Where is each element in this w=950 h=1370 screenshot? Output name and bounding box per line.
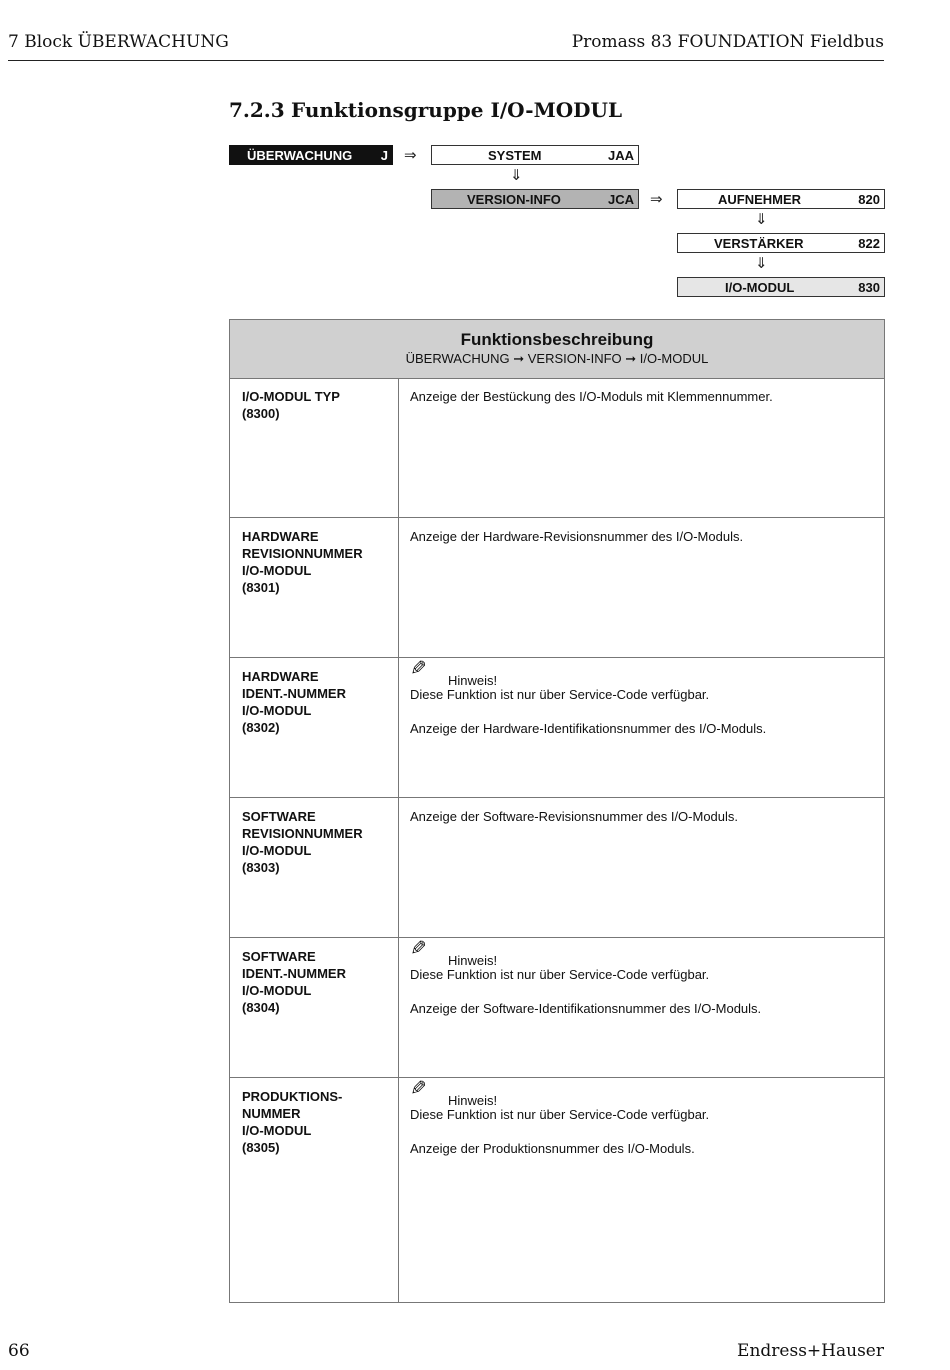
nav-box-aufnehmer xyxy=(677,189,885,209)
nav-box-version-info xyxy=(431,189,639,209)
table-row xyxy=(230,1078,884,1302)
arrow-right-icon: ⇒ xyxy=(650,190,663,208)
function-description xyxy=(410,388,870,405)
table-row xyxy=(230,658,884,798)
nav-label: AUFNEHMER xyxy=(718,192,802,207)
header-chapter: 7 Block ÜBERWACHUNG xyxy=(8,32,229,52)
function-table-title: Funktionsbeschreibung xyxy=(460,330,654,349)
note-line xyxy=(410,656,870,688)
function-name: PRODUKTIONS- NUMMER I/O-MODUL (8305) xyxy=(242,1089,343,1155)
function-table-path: ÜBERWACHUNG ➞ VERSION-INFO ➞ I/O-MODUL xyxy=(405,351,709,366)
pencil-icon: ✎ xyxy=(410,936,427,960)
function-description xyxy=(410,936,870,1017)
function-description xyxy=(410,656,870,737)
note-label: Hinweis! xyxy=(448,953,498,968)
description-text: Anzeige der Produktionsnummer des I/O-Moduls. xyxy=(410,1141,695,1156)
function-description xyxy=(410,808,870,825)
header-divider xyxy=(8,60,884,61)
nav-code: JCA xyxy=(607,192,634,207)
nav-label: ÜBERWACHUNG xyxy=(247,148,353,163)
function-table-header xyxy=(230,320,884,379)
description-text: Anzeige der Hardware-Identifikationsnummer des I/O-Moduls. xyxy=(410,721,767,736)
arrow-right-icon: ⇒ xyxy=(404,146,417,164)
note-line xyxy=(410,1076,870,1108)
pencil-icon: ✎ xyxy=(410,656,427,680)
nav-code: J xyxy=(380,148,388,163)
header-product: Promass 83 FOUNDATION Fieldbus xyxy=(571,32,884,52)
section-heading: Funktionsgruppe I/O-MODUL xyxy=(291,98,623,122)
section-title xyxy=(229,98,622,122)
table-row xyxy=(230,518,884,658)
nav-label: SYSTEM xyxy=(488,148,542,163)
description-text: Anzeige der Bestückung des I/O-Moduls mit Klemmennummer. xyxy=(410,389,773,404)
table-row xyxy=(230,938,884,1078)
nav-label: VERSTÄRKER xyxy=(714,236,804,251)
function-name: I/O-MODUL TYP (8300) xyxy=(242,389,340,421)
table-row xyxy=(230,378,884,518)
nav-code: 822 xyxy=(858,236,880,251)
nav-code: JAA xyxy=(607,148,634,163)
arrow-down-icon: ⇓ xyxy=(755,254,768,272)
brand-logo: Endress+Hauser xyxy=(737,1341,884,1361)
nav-label: VERSION-INFO xyxy=(467,192,561,207)
description-text: Anzeige der Hardware-Revisionsnummer des I/O-Moduls. xyxy=(410,529,744,544)
nav-code: 830 xyxy=(858,280,880,295)
function-name: HARDWARE IDENT.-NUMMER I/O-MODUL (8302) xyxy=(242,669,346,735)
section-number: 7.2.3 xyxy=(229,98,285,122)
nav-code: 820 xyxy=(858,192,880,207)
nav-box-system xyxy=(431,145,639,165)
nav-box-verstaerker xyxy=(677,233,885,253)
function-description xyxy=(410,1076,870,1157)
table-row xyxy=(230,798,884,938)
arrow-down-icon: ⇓ xyxy=(510,166,523,184)
pencil-icon: ✎ xyxy=(410,1076,427,1100)
note-text: Diese Funktion ist nur über Service-Code verfügbar. xyxy=(410,687,710,702)
note-text: Diese Funktion ist nur über Service-Code verfügbar. xyxy=(410,967,710,982)
note-label: Hinweis! xyxy=(448,673,498,688)
note-label: Hinweis! xyxy=(448,1093,498,1108)
note-line xyxy=(410,936,870,968)
nav-box-ueberwachung xyxy=(229,145,393,165)
nav-box-io-modul xyxy=(677,277,885,297)
function-name: SOFTWARE REVISIONNUMMER I/O-MODUL (8303) xyxy=(242,809,363,875)
function-name: HARDWARE REVISIONNUMMER I/O-MODUL (8301) xyxy=(242,529,363,595)
note-text: Diese Funktion ist nur über Service-Code verfügbar. xyxy=(410,1107,710,1122)
function-description xyxy=(410,528,870,545)
page-number: 66 xyxy=(8,1341,30,1361)
function-table xyxy=(229,319,885,1303)
nav-label: I/O-MODUL xyxy=(725,280,795,295)
arrow-down-icon: ⇓ xyxy=(755,210,768,228)
function-name: SOFTWARE IDENT.-NUMMER I/O-MODUL (8304) xyxy=(242,949,346,1015)
description-text: Anzeige der Software-Revisionsnummer des I/O-Moduls. xyxy=(410,809,739,824)
description-text: Anzeige der Software-Identifikationsnummer des I/O-Moduls. xyxy=(410,1001,762,1016)
